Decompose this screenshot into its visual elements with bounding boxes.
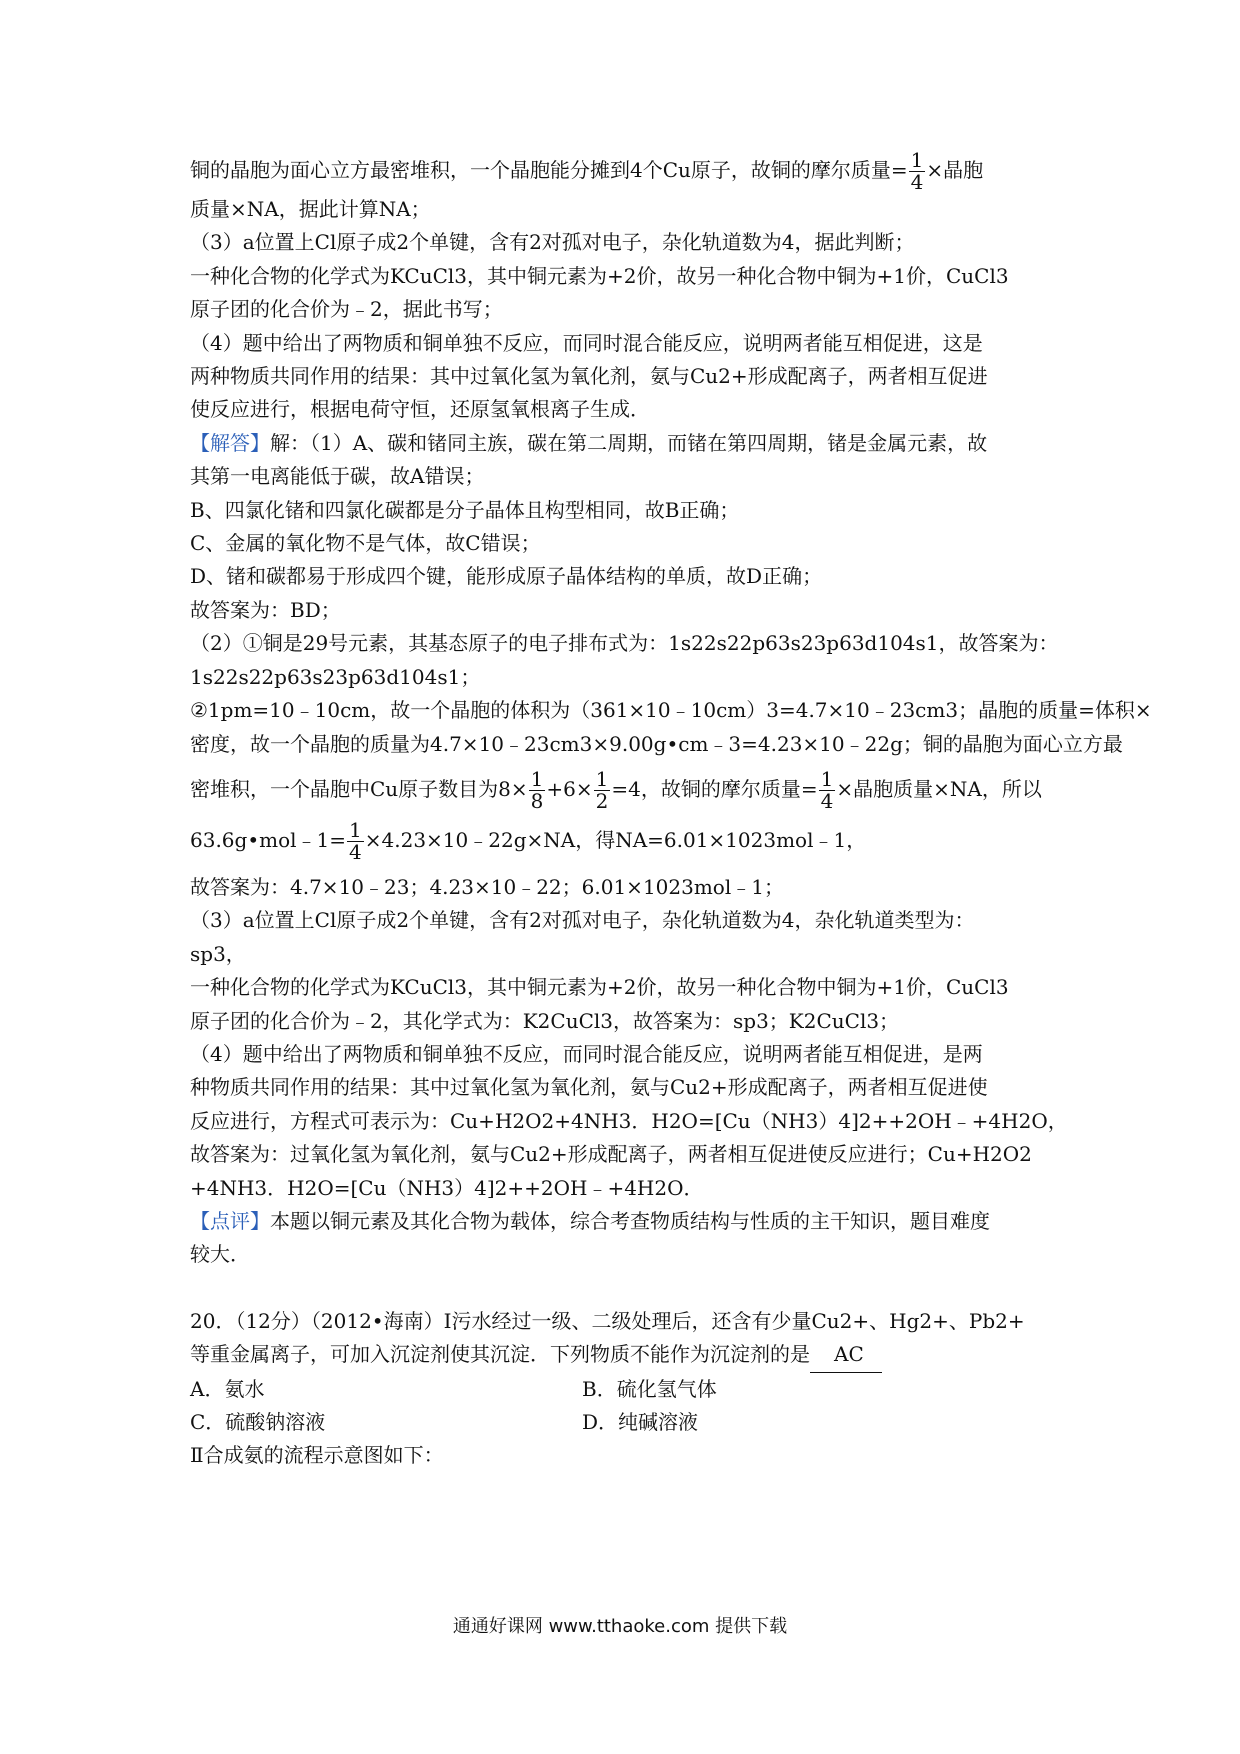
answer-line: 【解答】解：（1）A、碳和锗同主族，碳在第二周期，而锗在第四周期，锗是金属元素，故 xyxy=(190,430,988,455)
question-line: 等重金属离子，可加入沉淀剂使其沉淀．下列物质不能作为沉淀剂的是 AC xyxy=(190,1338,1060,1372)
answer-line: 故答案为：4.7×10﹣23；4.23×10﹣22；6.01×1023mol﹣1； xyxy=(190,874,784,899)
comment-line: 较大． xyxy=(190,1242,250,1267)
answer-line: sp3， xyxy=(190,941,246,966)
analysis-line: （3）a位置上Cl原子成2个单键，含有2对孤对电子，杂化轨道数为4，据此判断； xyxy=(190,230,915,255)
answer-line: 故答案为：BD； xyxy=(190,597,341,622)
analysis-line: 一种化合物的化学式为KCuCl3，其中铜元素为+2价，故另一种化合物中铜为+1价，CuCl3 xyxy=(190,263,1009,288)
fraction: $\frac{1}{4}$ xyxy=(820,766,834,813)
answer-line: B、四氯化锗和四氯化碳都是分子晶体且构型相同，故B正确； xyxy=(190,497,740,522)
answer-line: 1s22s22p63s23p63d104s1； xyxy=(190,664,481,689)
answer-line: C、金属的氧化物不是气体，故C错误； xyxy=(190,531,541,556)
analysis-line: 两种物质共同作用的结果：其中过氧化氢为氧化剂，氨与Cu2+形成配离子，两者相互促进 xyxy=(190,364,988,389)
answer-line: （4）题中给出了两物质和铜单独不反应，而同时混合能反应，说明两者能互相促进，是两 xyxy=(190,1041,983,1066)
analysis-line: 原子团的化合价为﹣2，据此书写； xyxy=(190,297,503,322)
page-footer: 通通好课网 www.tthaoke.com 提供下载 xyxy=(452,1616,788,1637)
answer-line: D、锗和碳都易于形成四个键，能形成原子晶体结构的单质，故D正确； xyxy=(190,564,823,589)
option-d: D．纯碱溶液 xyxy=(582,1410,699,1434)
answer-line: （2）①铜是29号元素，其基态原子的电子排布式为：1s22s22p63s23p63d104s1，故答案为： xyxy=(190,631,1059,656)
option-b: B．硫化氢气体 xyxy=(582,1376,717,1401)
question-line: Ⅱ合成氨的流程示意图如下： xyxy=(190,1443,444,1468)
fraction: $\frac{1}{8}$ xyxy=(530,766,544,813)
document-body xyxy=(190,148,1152,1473)
answer-line: 密堆积，一个晶胞中Cu原子数目为8× $\frac{1}{8}$ +6× $\frac{1}{2}$ =4，故铜的摩尔质量= $\frac{1}{4}$ ×晶胞质量×NA，所以 xyxy=(190,766,1042,813)
answer-line: ②1pm=10﹣10cm，故一个晶胞的体积为（361×10﹣10cm）3=4.7×10﹣23cm3；晶胞的质量=体积× xyxy=(190,698,1152,723)
fraction: $\frac{1}{4}$ xyxy=(910,148,924,194)
analysis-line: 使反应进行，根据电荷守恒，还原氢氧根离子生成． xyxy=(190,397,650,422)
analysis-line: 铜的晶胞为面心立方最密堆积，一个晶胞能分摊到4个Cu原子，故铜的摩尔质量= $\frac{1}{4}$ ×晶胞 xyxy=(190,148,984,194)
answer-line: 反应进行，方程式可表示为：Cu+H2O2+4NH3．H2O=[Cu（NH3）4]2++2OH﹣+4H2O， xyxy=(190,1108,1068,1133)
fraction: $\frac{1}{4}$ xyxy=(349,817,362,864)
options-row xyxy=(190,1373,1060,1406)
comment-tag: 【点评】 xyxy=(190,1208,270,1233)
question-line: 20．（12分）（2012•海南）Ⅰ污水经过一级、二级处理后，还含有少量Cu2+、Hg2+、Pb2+ xyxy=(190,1308,1025,1333)
answer-line: 密度，故一个晶胞的质量为4.7×10﹣23cm3×9.00g•cm﹣3=4.23×10﹣22g；铜的晶胞为面心立方最 xyxy=(190,731,1123,756)
answer-line: 其第一电离能低于碳，故A错误； xyxy=(190,464,485,489)
answer-line: 原子团的化合价为﹣2，其化学式为：K2CuCl3，故答案为：sp3；K2CuCl3； xyxy=(190,1008,900,1033)
comment-line: 【点评】本题以铜元素及其化合物为载体，综合考查物质结构与性质的主干知识，题目难度 xyxy=(190,1208,990,1233)
analysis-line: （4）题中给出了两物质和铜单独不反应，而同时混合能反应，说明两者能互相促进，这是 xyxy=(190,330,983,355)
answer-line: +4NH3．H2O=[Cu（NH3）4]2++2OH﹣+4H2O． xyxy=(190,1175,704,1200)
answer-tag: 【解答】 xyxy=(190,430,270,455)
answer-line: （3）a位置上Cl原子成2个单键，含有2对孤对电子，杂化轨道数为4，杂化轨道类型为： xyxy=(190,908,975,933)
option-a: A．氨水 xyxy=(190,1376,265,1401)
answer-line: 63.6g•mol﹣1= $\frac{1}{4}$ ×4.23×10﹣22g×NA，得NA=6.01×1023mol﹣1， xyxy=(190,817,867,864)
answer-line: 种物质共同作用的结果：其中过氧化氢为氧化剂，氨与Cu2+形成配离子，两者相互促进使 xyxy=(190,1075,988,1100)
fraction: $\frac{1}{2}$ xyxy=(595,766,609,813)
answer-line: 一种化合物的化学式为KCuCl3，其中铜元素为+2价，故另一种化合物中铜为+1价，CuCl3 xyxy=(190,975,1009,1000)
answer-line: 故答案为：过氧化氢为氧化剂，氨与Cu2+形成配离子，两者相互促进使反应进行；Cu+H2O2 xyxy=(190,1142,1032,1167)
analysis-line: 质量×NA，据此计算NA； xyxy=(190,197,431,221)
option-c: C．硫酸钠溶液 xyxy=(190,1410,326,1434)
options-row xyxy=(190,1406,1060,1439)
answer-blank: AC xyxy=(810,1338,882,1372)
